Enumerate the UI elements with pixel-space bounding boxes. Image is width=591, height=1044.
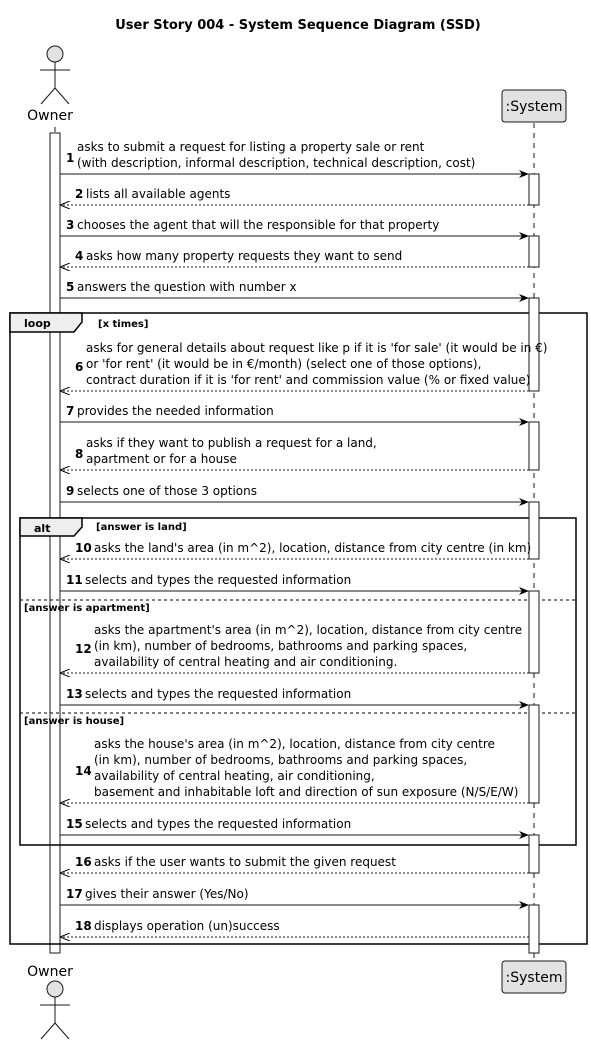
message-number: 10 xyxy=(75,541,92,555)
message-text: contract duration if it is 'for rent' and commission value (% or fixed value) xyxy=(86,373,531,387)
system-participant-bottom xyxy=(502,961,566,993)
message-4 xyxy=(61,249,529,267)
system-activation-bar xyxy=(529,174,539,205)
message-text: apartment or for a house xyxy=(86,452,237,466)
message-text: availability of central heating and air conditioning. xyxy=(94,655,398,669)
message-number: 7 xyxy=(66,404,75,418)
message-2 xyxy=(61,187,529,205)
message-number: 17 xyxy=(66,887,83,901)
message-text: asks how many property requests they want to send xyxy=(86,249,403,263)
message-text: displays operation (un)success xyxy=(94,919,280,933)
system-label-top: :System xyxy=(505,99,563,115)
message-14 xyxy=(61,737,529,803)
loop-keyword: loop xyxy=(24,317,51,330)
system-participant-top xyxy=(502,90,566,122)
message-8 xyxy=(61,436,529,470)
message-number: 2 xyxy=(75,187,84,201)
message-number: 9 xyxy=(66,484,75,498)
stick-figure-icon xyxy=(40,981,70,1039)
message-text: basement and inhabitable loft and direction of sun exposure (N/S/E/W) xyxy=(94,785,519,799)
message-15 xyxy=(60,817,528,835)
message-7 xyxy=(60,404,528,422)
owner-label-top: Owner xyxy=(27,108,73,124)
message-text: asks the land's area (in m^2), location, distance from city centre (in km) xyxy=(94,541,532,555)
message-number: 12 xyxy=(75,642,92,656)
message-text: (in km), number of bedrooms, bathrooms and parking spaces, xyxy=(94,639,468,653)
message-10 xyxy=(61,541,531,559)
message-text: selects and types the requested information xyxy=(85,817,352,831)
message-text: asks if they want to publish a request for a land, xyxy=(86,436,377,450)
alt-guard-apartment: [answer is apartment] xyxy=(24,603,150,614)
alt-guard-land: [answer is land] xyxy=(96,522,187,533)
message-number: 5 xyxy=(66,280,75,294)
message-9 xyxy=(60,484,528,502)
message-17 xyxy=(60,887,528,905)
stick-figure-icon xyxy=(40,46,70,104)
message-number: 14 xyxy=(75,764,92,778)
message-6 xyxy=(61,341,547,391)
owner-actor-top xyxy=(27,46,73,124)
message-number: 18 xyxy=(75,919,92,933)
message-12 xyxy=(61,623,529,673)
message-text: asks if the user wants to submit the given request xyxy=(94,855,396,869)
owner-actor-bottom xyxy=(27,964,73,1039)
message-3 xyxy=(60,218,528,236)
loop-guard: [x times] xyxy=(98,319,149,330)
message-text: (with description, informal description, technical description, cost) xyxy=(77,156,476,170)
message-number: 13 xyxy=(66,687,83,701)
message-number: 1 xyxy=(66,151,75,165)
message-number: 15 xyxy=(66,817,83,831)
message-number: 8 xyxy=(75,447,84,461)
message-text: answers the question with number x xyxy=(77,280,297,294)
messages-group xyxy=(60,140,547,937)
message-11 xyxy=(60,573,528,591)
message-text: selects and types the requested information xyxy=(85,687,352,701)
message-number: 4 xyxy=(75,249,84,263)
system-activation-bar xyxy=(529,422,539,470)
message-text: asks the apartment's area (in m^2), location, distance from city centre xyxy=(94,623,523,637)
message-number: 16 xyxy=(75,855,92,869)
system-activation-bar xyxy=(529,705,539,803)
message-text: provides the needed information xyxy=(77,404,274,418)
message-13 xyxy=(60,687,528,705)
message-text: or 'for rent' (it would be in €/month) (select one of those options), xyxy=(86,357,482,371)
message-number: 6 xyxy=(75,360,84,374)
message-text: gives their answer (Yes/No) xyxy=(85,887,249,901)
alt-guard-house: [answer is house] xyxy=(24,716,125,727)
message-number: 11 xyxy=(66,573,83,587)
message-1 xyxy=(60,140,528,174)
message-text: chooses the agent that will the responsible for that property xyxy=(77,218,440,232)
message-text: asks the house's area (in m^2), location, distance from city centre xyxy=(94,737,495,751)
message-16 xyxy=(61,855,529,873)
message-5 xyxy=(60,280,528,298)
system-activation-bar xyxy=(529,591,539,673)
message-text: asks to submit a request for listing a property sale or rent xyxy=(77,140,425,154)
message-text: selects and types the requested information xyxy=(85,573,352,587)
system-label-bottom: :System xyxy=(505,970,563,986)
system-activation-bar xyxy=(529,835,539,873)
message-18 xyxy=(61,919,529,937)
message-text: (in km), number of bedrooms, bathrooms and parking spaces, xyxy=(94,753,468,767)
message-text: asks for general details about request like p if it is 'for sale' (it would be in €) xyxy=(86,341,548,355)
owner-activation-bar xyxy=(50,133,60,953)
diagram-title: User Story 004 - System Sequence Diagram (SSD) xyxy=(115,18,481,33)
alt-keyword: alt xyxy=(34,522,51,535)
message-text: availability of central heating, air conditioning, xyxy=(94,769,375,783)
owner-label-bottom: Owner xyxy=(27,964,73,980)
message-text: lists all available agents xyxy=(86,187,231,201)
message-number: 3 xyxy=(66,218,75,232)
message-text: selects one of those 3 options xyxy=(77,484,257,498)
system-activation-bar xyxy=(529,905,539,953)
system-activation-bar xyxy=(529,236,539,267)
